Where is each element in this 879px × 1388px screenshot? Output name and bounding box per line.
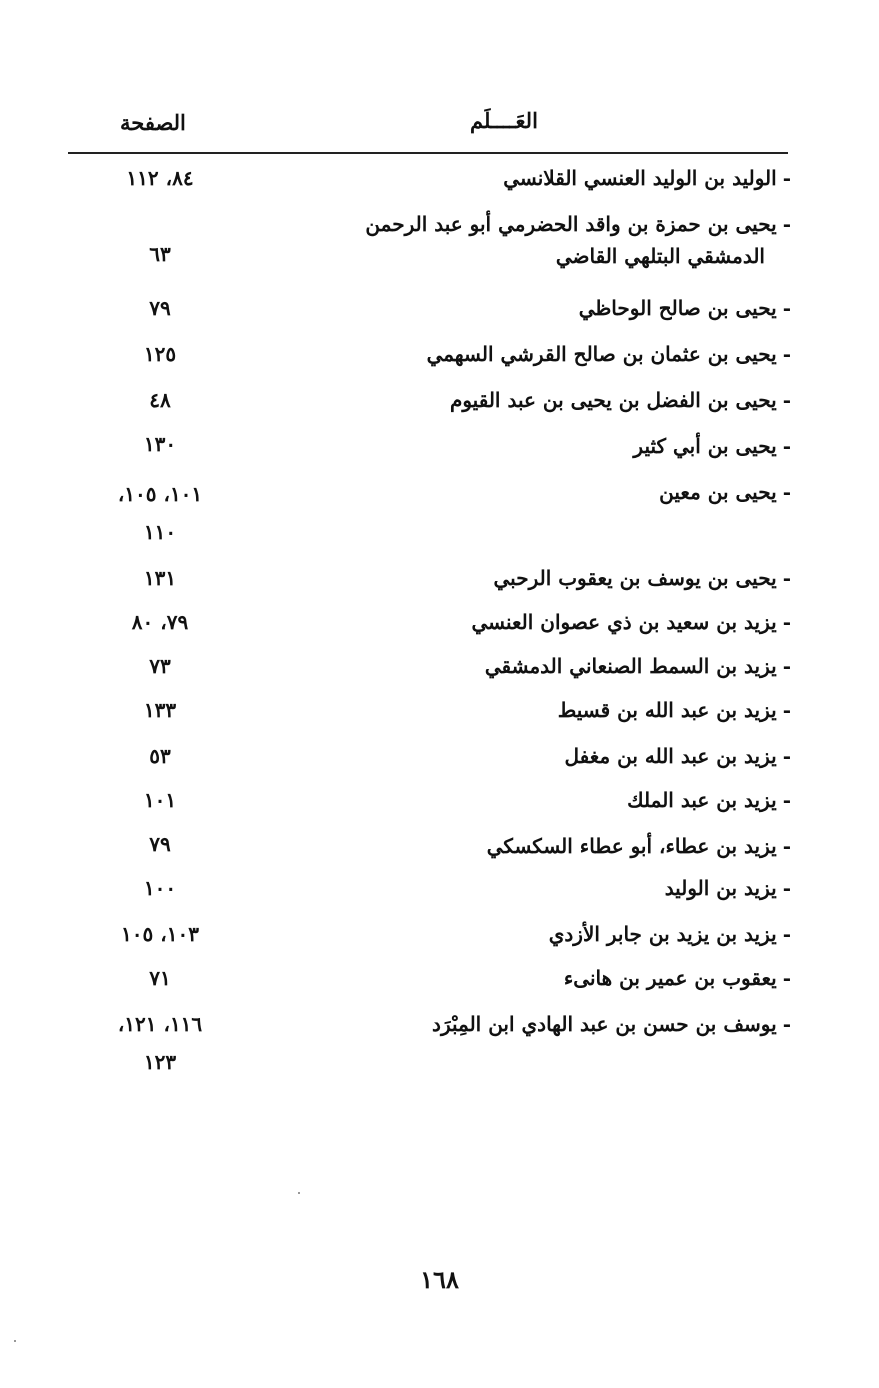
index-entry-pages: ١٠٣، ١٠٥ <box>121 922 199 946</box>
index-entry-pages: ٧٩، ٨٠ <box>131 610 189 634</box>
index-entry-name: -يحيى بن حمزة بن واقد الحضرمي أبو عبد الرحمن <box>365 212 791 236</box>
index-entry-name: -يزيد بن السمط الصنعاني الدمشقي <box>484 654 791 678</box>
index-entry-name: -يزيد بن يزيد بن جابر الأزدي <box>548 922 791 946</box>
index-entry-name: -يعقوب بن عمير بن هانىء <box>563 966 791 990</box>
header-rule <box>68 152 788 154</box>
index-entry-name: -يزيد بن عبد الله بن قسيط <box>557 698 791 722</box>
index-entry-name: -الوليد بن الوليد العنسي القلانسي <box>503 166 791 190</box>
index-entry-name-continued: الدمشقي البتلهي القاضي <box>555 244 765 268</box>
index-entry-name: -يزيد بن عبد الله بن مغفل <box>564 744 791 768</box>
index-entry-name: -يوسف بن حسن بن عبد الهادي ابن المِبْرَد <box>432 1012 791 1036</box>
index-entry-name: -يحيى بن يوسف بن يعقوب الرحبي <box>493 566 791 590</box>
print-speck <box>14 1340 16 1342</box>
index-entry-name: -يحيى بن عثمان بن صالح القرشي السهمي <box>426 342 791 366</box>
index-entry-pages: ١٠١، ١٠٥، <box>117 482 203 506</box>
page-number: ١٦٨ <box>420 1265 459 1294</box>
index-entry-pages: ١٢٥ <box>143 342 177 366</box>
index-entry-pages: ٧٣ <box>149 654 171 678</box>
index-entry-pages: ٤٨ <box>149 388 171 412</box>
index-entry-name: -يزيد بن عطاء، أبو عطاء السكسكي <box>486 834 791 858</box>
header-name-column: العَــــلَم <box>470 108 538 133</box>
index-entry-pages: ١٣٣ <box>143 698 177 722</box>
index-entry-pages: ٧٩ <box>149 296 171 320</box>
index-entry-pages: ٧٩ <box>149 832 171 856</box>
index-entry-pages: ٦٣ <box>149 242 171 266</box>
index-entry-name: -يزيد بن عبد الملك <box>627 788 791 812</box>
index-entry-pages-continued: ١١٠ <box>143 520 177 544</box>
index-entry-pages-continued: ١٢٣ <box>143 1050 177 1074</box>
index-entry-pages: ١١٦، ١٢١، <box>117 1012 203 1036</box>
index-entry-pages: ٧١ <box>149 966 171 990</box>
index-entry-pages: ١٠١ <box>143 788 177 812</box>
index-entry-pages: ٥٣ <box>149 744 171 768</box>
index-entry-name: -يحيى بن أبي كثير <box>633 434 791 458</box>
index-entry-pages: ١٠٠ <box>143 876 177 900</box>
index-entry-name: -يحيى بن الفضل بن يحيى بن عبد القيوم <box>449 388 791 412</box>
index-entry-pages: ١٣١ <box>143 566 177 590</box>
index-entry-pages: ٨٤، ١١٢ <box>126 166 194 190</box>
print-speck <box>298 1192 300 1194</box>
index-entry-name: -يحيى بن صالح الوحاظي <box>578 296 791 320</box>
index-entry-name: -يحيى بن معين <box>659 480 791 504</box>
index-entry-pages: ١٣٠ <box>143 432 177 456</box>
index-entry-name: -يزيد بن الوليد <box>664 876 791 900</box>
header-page-column: الصفحة <box>120 110 186 135</box>
index-entry-name: -يزيد بن سعيد بن ذي عصوان العنسي <box>471 610 791 634</box>
